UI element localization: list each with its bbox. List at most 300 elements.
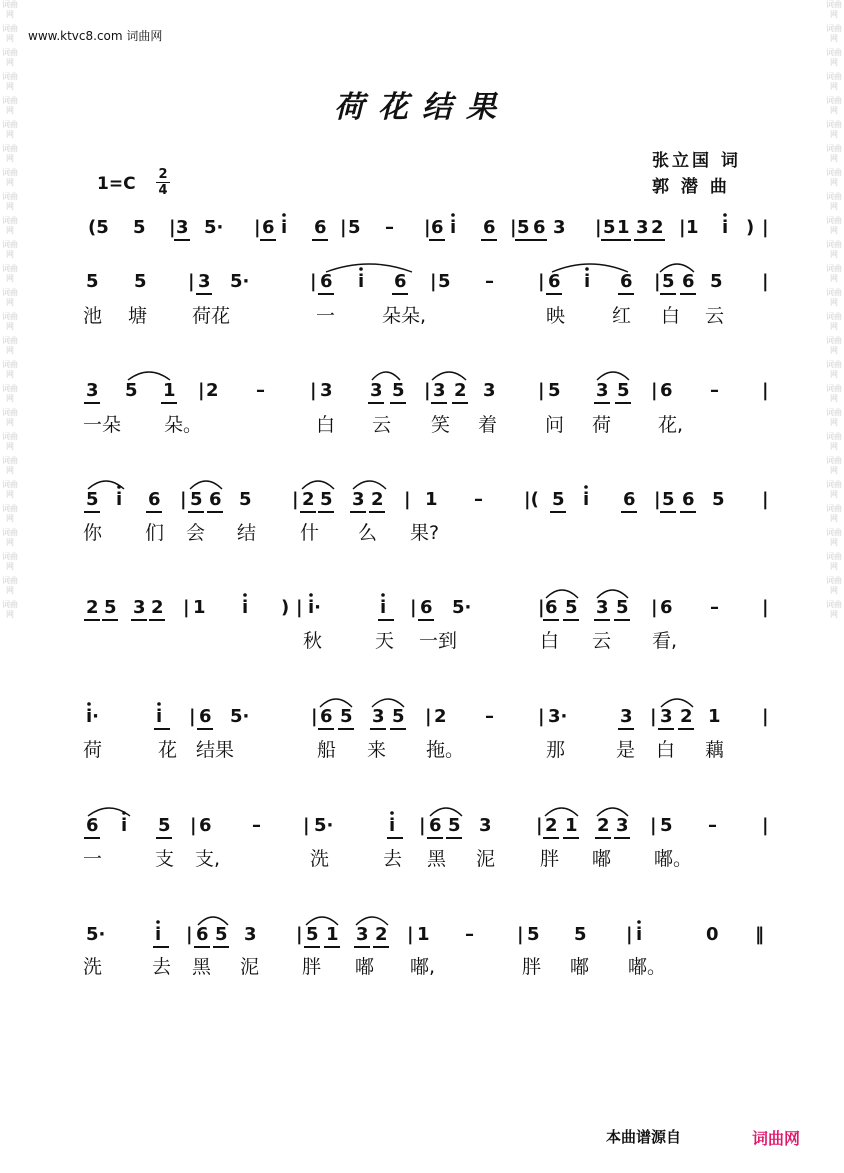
lyric-word: 结 — [237, 522, 257, 544]
watermark-text: 词曲网 — [826, 336, 842, 355]
watermark-text: 词曲网 — [826, 384, 842, 403]
note: 2 — [86, 597, 99, 618]
watermark-text: 词曲网 — [2, 576, 18, 595]
note: 6 — [660, 380, 673, 401]
note: 5 — [616, 597, 629, 618]
bar-line: | — [303, 815, 310, 836]
bar-line: | — [654, 271, 661, 292]
watermark-text: 词曲网 — [826, 240, 842, 259]
watermark-text: 词曲网 — [2, 144, 18, 163]
bar-line: | — [762, 706, 769, 727]
bar-line: | — [510, 217, 517, 238]
lyric-word: 红 — [612, 305, 632, 327]
note: 5 — [660, 815, 673, 836]
watermark-text: 词曲网 — [2, 288, 18, 307]
song-title: 荷花结果 — [334, 90, 510, 125]
note: 1 — [425, 489, 438, 510]
note: 6 — [199, 706, 212, 727]
note: i — [242, 597, 249, 618]
note: 3 — [370, 380, 383, 401]
watermark-text: 词曲网 — [826, 408, 842, 427]
lyric-word: 拖。 — [426, 739, 465, 761]
lyric-word: 去 — [383, 848, 403, 870]
watermark-text: 词曲网 — [2, 480, 18, 499]
bar-line: | — [188, 271, 195, 292]
note: 1 — [417, 924, 430, 945]
note: 6 — [429, 815, 442, 836]
bar-line: | — [626, 924, 633, 945]
watermark-text: 词曲网 — [826, 600, 842, 619]
bar-line: ‖ — [755, 924, 764, 945]
watermark-text: 词曲网 — [2, 504, 18, 523]
watermark-text: 词曲网 — [2, 360, 18, 379]
note: 5 — [190, 489, 203, 510]
note: i — [121, 815, 128, 836]
note: 3 — [352, 489, 365, 510]
note: 5· — [452, 597, 472, 618]
lyric-line — [0, 847, 844, 871]
watermark-text: 词曲网 — [2, 72, 18, 91]
note: 2 — [206, 380, 219, 401]
lyric-word: 一朵 — [83, 414, 122, 436]
lyric-line — [0, 413, 844, 437]
note: 5 — [348, 217, 361, 238]
footer-source-label: 本曲谱源自 — [606, 1128, 682, 1146]
watermark-text: 词曲网 — [826, 360, 842, 379]
note: 5· — [204, 217, 224, 238]
note: i — [636, 924, 643, 945]
watermark-text: 词曲网 — [2, 312, 18, 331]
watermark-strip-right — [826, 0, 842, 1173]
watermark-text: 词曲网 — [826, 24, 842, 43]
note: 0 — [706, 924, 719, 945]
note: – — [465, 924, 474, 945]
note: 2 — [651, 217, 664, 238]
note: 3 — [433, 380, 446, 401]
bar-line: | — [762, 217, 769, 238]
note: i — [583, 489, 590, 510]
lyric-word: 什 — [300, 522, 320, 544]
note: 6 — [320, 271, 333, 292]
note: 5 — [710, 271, 723, 292]
lyric-word: 嘟。 — [628, 956, 667, 978]
bar-line: | — [189, 706, 196, 727]
note: – — [710, 380, 719, 401]
note: 5 — [617, 380, 630, 401]
note: 6 — [682, 271, 695, 292]
bar-line: | — [762, 597, 769, 618]
note: 6 — [483, 217, 496, 238]
lyric-word: 秋 — [303, 630, 323, 652]
watermark-text: 词曲网 — [2, 168, 18, 187]
watermark-text: 词曲网 — [2, 336, 18, 355]
note: i — [722, 217, 729, 238]
note: 6 — [548, 271, 561, 292]
note: 5 — [320, 489, 333, 510]
note: 5 — [215, 924, 228, 945]
lyric-word: 云 — [372, 414, 392, 436]
lyric-word: 嘟 — [570, 956, 590, 978]
note: 5· — [314, 815, 334, 836]
bar-line: | — [538, 597, 545, 618]
watermark-text: 词曲网 — [2, 432, 18, 451]
lyric-word: 嘟。 — [654, 848, 693, 870]
note: 2 — [151, 597, 164, 618]
lyric-word: 看, — [652, 630, 678, 652]
note: 5 — [104, 597, 117, 618]
bar-line: | — [517, 924, 524, 945]
lyric-word: 藕 — [705, 739, 725, 761]
note: 5 — [239, 489, 252, 510]
bar-line: | — [762, 380, 769, 401]
notation-line — [0, 705, 844, 729]
bar-line: | — [651, 380, 658, 401]
watermark-text: 词曲网 — [826, 0, 842, 19]
watermark-text: 词曲网 — [2, 240, 18, 259]
bar-line: | — [419, 815, 426, 836]
note: 5 — [340, 706, 353, 727]
lyric-word: 嘟, — [410, 956, 436, 978]
note: 6 — [420, 597, 433, 618]
bar-line: | — [407, 924, 414, 945]
note: 5 — [134, 271, 147, 292]
bar-line: | — [650, 815, 657, 836]
lyric-word: 问 — [545, 414, 565, 436]
bar-line: | — [169, 217, 176, 238]
note: i — [156, 706, 163, 727]
lyric-line — [0, 521, 844, 545]
bar-line: | — [186, 924, 193, 945]
lyric-word: 白 — [540, 630, 560, 652]
bar-line: | — [762, 271, 769, 292]
bar-line: | — [762, 815, 769, 836]
lyric-word: 胖 — [302, 956, 322, 978]
note: 3 — [553, 217, 566, 238]
time-signature-top: 2 — [156, 167, 170, 183]
note: i — [281, 217, 288, 238]
lyric-word: 笑 — [431, 414, 451, 436]
watermark-text: 词曲网 — [2, 528, 18, 547]
note: 3 — [636, 217, 649, 238]
note: – — [256, 380, 265, 401]
bar-line: | — [292, 489, 299, 510]
note: 3 — [86, 380, 99, 401]
bar-line: | — [254, 217, 261, 238]
note: 5 — [712, 489, 725, 510]
watermark-text: 词曲网 — [826, 552, 842, 571]
watermark-text: 词曲网 — [826, 576, 842, 595]
lyric-word: 白 — [661, 305, 681, 327]
lyric-word: 嘟 — [355, 956, 375, 978]
note: – — [708, 815, 717, 836]
bar-line: | — [762, 489, 769, 510]
note: 6 — [314, 217, 327, 238]
bar-line: | — [180, 489, 187, 510]
bar-line: | — [650, 706, 657, 727]
note: 3 — [483, 380, 496, 401]
note: 2 — [454, 380, 467, 401]
bar-line: | — [404, 489, 411, 510]
lyricist-credit: 张立国 词 — [652, 151, 741, 171]
note: 3 — [616, 815, 629, 836]
note: 3 — [372, 706, 385, 727]
note: i· — [308, 597, 322, 618]
lyric-word: 映 — [546, 305, 566, 327]
notation-line — [0, 379, 844, 403]
note: 3 — [479, 815, 492, 836]
note: 5 — [565, 597, 578, 618]
notation-line — [0, 270, 844, 294]
note: 3 — [596, 380, 609, 401]
note: 1 — [326, 924, 339, 945]
key-signature: 1=C — [97, 174, 136, 194]
watermark-text: 词曲网 — [826, 456, 842, 475]
watermark-text: 词曲网 — [826, 312, 842, 331]
lyric-word: 那 — [546, 739, 566, 761]
note: 2 — [302, 489, 315, 510]
bar-line: | — [296, 597, 303, 618]
lyric-line — [0, 304, 844, 328]
bar-line: | — [296, 924, 303, 945]
notation-line — [0, 488, 844, 512]
lyric-line — [0, 955, 844, 979]
lyric-word: 洗 — [310, 848, 330, 870]
note: 5 — [158, 815, 171, 836]
lyric-line — [0, 738, 844, 762]
note: i· — [86, 706, 100, 727]
bar-line: | — [538, 380, 545, 401]
note: i — [358, 271, 365, 292]
bar-line: |( — [524, 489, 539, 510]
watermark-text: 词曲网 — [2, 552, 18, 571]
note: 1 — [617, 217, 630, 238]
lyric-word: 朵。 — [164, 414, 203, 436]
note: 2 — [597, 815, 610, 836]
note: 3 — [660, 706, 673, 727]
bar-line: | — [430, 271, 437, 292]
note: 5 — [527, 924, 540, 945]
note: 5 — [392, 380, 405, 401]
note: – — [474, 489, 483, 510]
watermark-text: 词曲网 — [2, 384, 18, 403]
watermark-text: 词曲网 — [2, 0, 18, 19]
note: 1 — [686, 217, 699, 238]
lyric-word: 泥 — [240, 956, 260, 978]
time-signature-bottom: 4 — [158, 183, 168, 198]
lyric-word: 果? — [410, 522, 440, 544]
note: 3 — [356, 924, 369, 945]
notation-line — [0, 216, 844, 240]
watermark-text: 词曲网 — [2, 192, 18, 211]
lyric-word: 支, — [195, 848, 221, 870]
lyric-word: 去 — [152, 956, 172, 978]
watermark-text: 词曲网 — [826, 264, 842, 283]
watermark-text: 词曲网 — [826, 72, 842, 91]
note: 5· — [86, 924, 106, 945]
lyric-word: 结果 — [196, 739, 235, 761]
note: 5 — [517, 217, 530, 238]
note: 6 — [620, 271, 633, 292]
lyric-word: 来 — [367, 739, 387, 761]
note: 5 — [133, 217, 146, 238]
watermark-text: 词曲网 — [826, 168, 842, 187]
note: 6 — [682, 489, 695, 510]
note: 1 — [163, 380, 176, 401]
note: 5 — [548, 380, 561, 401]
lyric-word: 一到 — [419, 630, 458, 652]
note: i — [155, 924, 162, 945]
note: 6 — [660, 597, 673, 618]
bar-line: | — [311, 706, 318, 727]
lyric-word: 胖 — [522, 956, 542, 978]
watermark-text: 词曲网 — [2, 600, 18, 619]
note: 5 — [448, 815, 461, 836]
lyric-word: 嘟 — [592, 848, 612, 870]
note: 3 — [198, 271, 211, 292]
lyric-word: 是 — [616, 739, 636, 761]
composer-credit: 郭 潜 曲 — [652, 177, 730, 197]
lyric-word: 白 — [656, 739, 676, 761]
note: 5· — [230, 271, 250, 292]
bar-line: | — [424, 380, 431, 401]
bar-line: | — [198, 380, 205, 401]
watermark-strip-left — [2, 0, 18, 1173]
note: 5 — [574, 924, 587, 945]
note: 3 — [133, 597, 146, 618]
note: i — [450, 217, 457, 238]
note: 2 — [680, 706, 693, 727]
note: 6 — [320, 706, 333, 727]
bar-line: | — [536, 815, 543, 836]
watermark-text: 词曲网 — [826, 144, 842, 163]
lyric-word: 你 — [83, 522, 103, 544]
note: 3 — [244, 924, 257, 945]
note: 5 — [603, 217, 616, 238]
time-signature — [156, 167, 170, 198]
lyric-word: 荷 — [592, 414, 612, 436]
note: i — [389, 815, 396, 836]
lyric-word: 船 — [317, 739, 337, 761]
note: 6 — [209, 489, 222, 510]
note: 5 — [86, 271, 99, 292]
note: 5 — [306, 924, 319, 945]
note: 1 — [708, 706, 721, 727]
lyric-word: 一 — [83, 848, 103, 870]
note: 6 — [199, 815, 212, 836]
note: 3 — [176, 217, 189, 238]
note: (5 — [88, 217, 109, 238]
lyric-line — [0, 629, 844, 653]
watermark-text: 词曲网 — [826, 432, 842, 451]
lyric-word: 荷花 — [192, 305, 231, 327]
lyric-word: 洗 — [83, 956, 103, 978]
lyric-word: 支 — [155, 848, 175, 870]
lyric-word: 胖 — [540, 848, 560, 870]
bar-line: | — [310, 380, 317, 401]
footer-brand[interactable]: 词曲网 — [752, 1129, 801, 1148]
note: 1 — [565, 815, 578, 836]
note: 6 — [545, 597, 558, 618]
watermark-text: 词曲网 — [826, 48, 842, 67]
note: 6 — [196, 924, 209, 945]
lyric-word: 们 — [145, 522, 165, 544]
watermark-text: 词曲网 — [2, 120, 18, 139]
note: ) — [746, 217, 755, 238]
watermark-text: 词曲网 — [826, 216, 842, 235]
lyric-word: 着 — [478, 414, 498, 436]
lyric-word: 朵朵, — [382, 305, 427, 327]
watermark-text: 词曲网 — [826, 480, 842, 499]
lyric-word: 白 — [316, 414, 336, 436]
notation-line — [0, 923, 844, 947]
watermark-text: 词曲网 — [2, 264, 18, 283]
note: 5· — [230, 706, 250, 727]
lyric-word: 么 — [358, 522, 378, 544]
lyric-word: 荷 — [83, 739, 103, 761]
watermark-text: 词曲网 — [826, 192, 842, 211]
note: 5 — [662, 271, 675, 292]
watermark-text: 词曲网 — [826, 120, 842, 139]
bar-line: | — [538, 271, 545, 292]
watermark-text: 词曲网 — [826, 504, 842, 523]
watermark-text: 词曲网 — [2, 96, 18, 115]
note: 3 — [620, 706, 633, 727]
lyric-word: 花, — [658, 414, 684, 436]
note: – — [252, 815, 261, 836]
note: i — [380, 597, 387, 618]
note: – — [710, 597, 719, 618]
bar-line: | — [424, 217, 431, 238]
watermark-text: 词曲网 — [2, 24, 18, 43]
note: 2 — [434, 706, 447, 727]
note: 1 — [193, 597, 206, 618]
site-label[interactable]: www.ktvc8.com 词曲网 — [28, 29, 163, 43]
note: 6 — [431, 217, 444, 238]
watermark-text: 词曲网 — [2, 408, 18, 427]
note: – — [485, 271, 494, 292]
lyric-word: 会 — [186, 522, 206, 544]
note: 5 — [125, 380, 138, 401]
note: 2 — [375, 924, 388, 945]
bar-line: | — [425, 706, 432, 727]
note: 6 — [394, 271, 407, 292]
note: 6 — [86, 815, 99, 836]
lyric-word: 黑 — [192, 956, 212, 978]
note: 5 — [552, 489, 565, 510]
watermark-text: 词曲网 — [826, 528, 842, 547]
bar-line: | — [595, 217, 602, 238]
notation-line — [0, 596, 844, 620]
note: 6 — [262, 217, 275, 238]
note: 5 — [662, 489, 675, 510]
watermark-text: 词曲网 — [826, 288, 842, 307]
lyric-word: 云 — [592, 630, 612, 652]
note: 5 — [392, 706, 405, 727]
lyric-word: 池 — [83, 305, 103, 327]
lyric-word: 塘 — [128, 305, 148, 327]
bar-line: | — [654, 489, 661, 510]
note: 3 — [596, 597, 609, 618]
note: 3 — [320, 380, 333, 401]
note: – — [385, 217, 394, 238]
lyric-word: 黑 — [427, 848, 447, 870]
note: 2 — [545, 815, 558, 836]
note: 5 — [86, 489, 99, 510]
note: – — [485, 706, 494, 727]
watermark-text: 词曲网 — [826, 96, 842, 115]
bar-line: | — [183, 597, 190, 618]
notation-line — [0, 814, 844, 838]
